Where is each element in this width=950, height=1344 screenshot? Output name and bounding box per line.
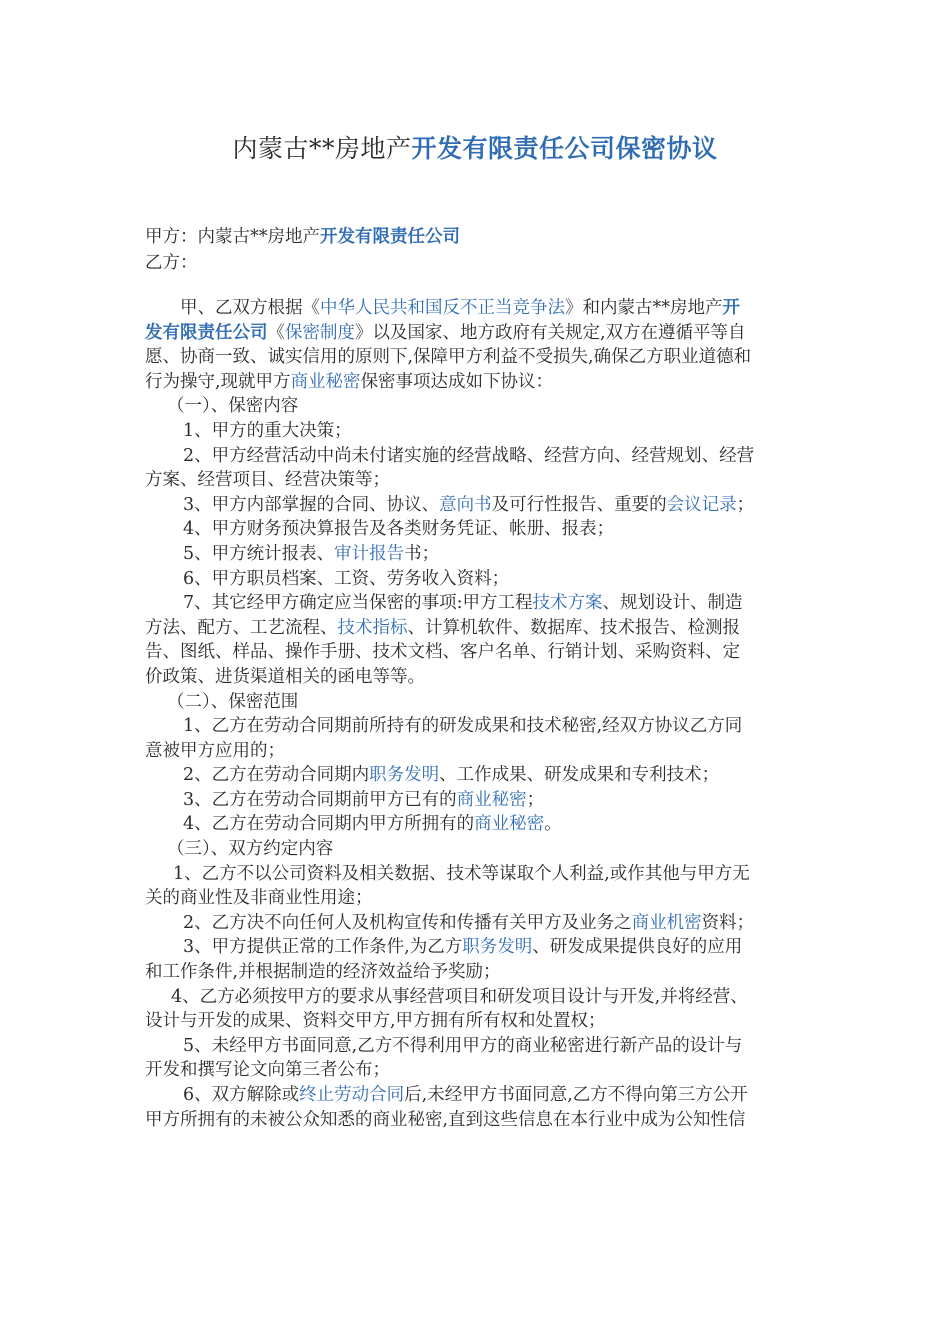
title-prefix: 内蒙古**房地产 [232,134,412,163]
text-span: ； [736,494,755,515]
s2-item-1-cont: 意被甲方应用的； [145,740,285,761]
s2-item-2 [145,763,807,788]
party-b-line [145,250,460,276]
party-a-name: 内蒙古**房地产 [197,227,320,247]
s1-item-1: 1、甲方的重大决策； [183,420,352,441]
s1-item-4: 4、甲方财务预决算报告及各类财务凭证、帐册、报表； [183,519,615,540]
intro-line-4 [145,370,807,395]
text-span: 资料； [701,912,755,933]
text-span: 3、甲方内部掌握的合同、协议、 [183,494,440,515]
link-meeting-minutes[interactable]: 会议记录 [666,494,737,515]
text-span: 3、甲方提供正常的工作条件,为乙方 [183,937,463,958]
s2-item-4 [145,812,807,837]
agreement-body [145,296,807,1132]
text-span: 后,未经甲方书面同意,乙方不得向第三方公开 [404,1085,748,1105]
s2-item-1: 1、乙方在劳动合同期前所持有的研发成果和技术秘密,经双方协议乙方同 [183,716,743,737]
s3-item-4: 4、乙方必须按甲方的要求从事经营项目和研发项目设计与开发,并将经营、 [171,986,748,1007]
text-span: 甲、乙双方根据《 [180,298,320,318]
link-anti-unfair-competition-law[interactable]: 中华人民共和国反不正当竞争法 [320,298,565,318]
s1-item-6: 6、甲方职员档案、工资、劳务收入资料； [183,568,510,589]
link-trade-secret[interactable]: 商业秘密 [290,371,361,392]
s1-item-7 [145,591,807,616]
link-company[interactable]: 发有限责任公司 [145,322,268,343]
s3-item-5-cont: 开发和撰写论文向第三者公布； [145,1060,390,1081]
s1-item-3 [145,493,807,518]
section-3-heading: （三）、双方约定内容 [167,839,334,860]
text-span: 2、乙方在劳动合同期内 [183,765,370,786]
party-b-label: 乙方： [145,253,198,273]
party-a-link[interactable]: 开发有限责任公司 [320,227,460,247]
text-span: 、规划设计、制造 [602,593,743,614]
document-title [0,131,950,167]
s3-item-6 [145,1083,807,1108]
s1-item-2-cont: 方案、经营项目、经营决策等； [145,470,390,491]
text-span: 》以及国家、地方政府有关规定,双方在遵循平等自 [355,322,746,343]
s1-item-7-cont-1 [145,616,807,641]
text-span: 4、乙方在劳动合同期内甲方所拥有的 [183,814,475,835]
text-span: 行为操守,现就甲方 [145,371,291,392]
text-span: 、研发成果提供良好的应用 [532,937,743,958]
s1-item-7-cont-3: 价政策、进货渠道相关的函电等等。 [145,666,425,687]
s3-item-3 [145,935,807,960]
link-trade-secret[interactable]: 商业机密 [631,912,702,933]
link-service-invention[interactable]: 职务发明 [369,765,440,786]
text-span: 保密事项达成如下协议： [360,371,554,392]
title-link[interactable]: 开发有限责任公司保密协议 [411,134,718,163]
intro-line-1 [145,296,807,321]
section-1-heading: （一）、保密内容 [167,396,299,417]
party-a-label: 甲方： [145,227,198,247]
text-span: 书； [404,543,440,564]
text-span: 7、其它经甲方确定应当保密的事项:甲方工程 [183,593,533,614]
link-letter-of-intent[interactable]: 意向书 [439,494,492,515]
link-trade-secret[interactable]: 商业秘密 [456,789,527,810]
text-span: 2、乙方决不向任何人及机构宣传和传播有关甲方及业务之 [183,912,632,933]
text-span: 。 [544,814,562,835]
s3-item-3-cont: 和工作条件,并根据制造的经济效益给予奖励； [145,962,501,983]
s3-item-1-cont: 关的商业性及非商业性用途； [145,888,373,909]
s1-item-7-cont-2: 告、图纸、样品、操作手册、技术文档、客户名单、行销计划、采购资料、定 [145,642,740,663]
intro-line-3: 愿、协商一致、诚实信用的原则下,保障甲方利益不受损失,确保乙方职业道德和 [145,347,752,368]
link-company-start[interactable]: 开 [722,298,740,318]
link-audit-report[interactable]: 审计报告 [334,543,405,564]
text-span: 3、乙方在劳动合同期前甲方已有的 [183,789,457,810]
s1-item-2: 2、甲方经营活动中尚未付诸实施的经营战略、经营方向、经营规划、经营 [183,445,755,466]
link-technical-plan[interactable]: 技术方案 [532,593,603,614]
link-termination-of-labor-contract[interactable]: 终止劳动合同 [299,1085,405,1105]
s3-item-6-cont: 甲方所拥有的未被公众知悉的商业秘密,直到这些信息在本行业中成为公知性信 [145,1109,746,1130]
s3-item-2 [145,911,807,936]
text-span: 、计算机软件、数据库、技术报告、检测报 [407,617,740,638]
link-service-invention[interactable]: 职务发明 [462,937,533,958]
link-confidentiality-policy[interactable]: 保密制度 [285,322,355,343]
s1-item-5 [145,542,807,567]
text-span: 5、甲方统计报表、 [183,543,335,564]
intro-line-2 [145,321,807,346]
text-span: ； [526,789,545,810]
text-span: 、工作成果、研发成果和专利技术； [439,765,720,786]
link-trade-secret[interactable]: 商业秘密 [474,814,545,835]
s3-item-5: 5、未经甲方书面同意,乙方不得利用甲方的商业秘密进行新产品的设计与 [183,1035,743,1056]
text-span: 》和内蒙古**房地产 [565,298,723,318]
parties-block [145,224,460,276]
section-2-heading: （二）、保密范围 [167,691,299,712]
text-span: 方法、配方、工艺流程、 [145,617,338,638]
text-span: 及可行性报告、重要的 [491,494,667,515]
s3-item-1: 1、乙方不以公司资料及相关数据、技术等谋取个人利益,或作其他与甲方无 [173,863,750,884]
s2-item-3 [145,788,807,813]
text-span: 6、双方解除或 [183,1085,300,1105]
party-a-line [145,224,460,250]
link-technical-indicators[interactable]: 技术指标 [337,617,408,638]
text-span: 《 [267,322,285,343]
s3-item-4-cont: 设计与开发的成果、资料交甲方,甲方拥有所有权和处置权； [145,1011,606,1032]
